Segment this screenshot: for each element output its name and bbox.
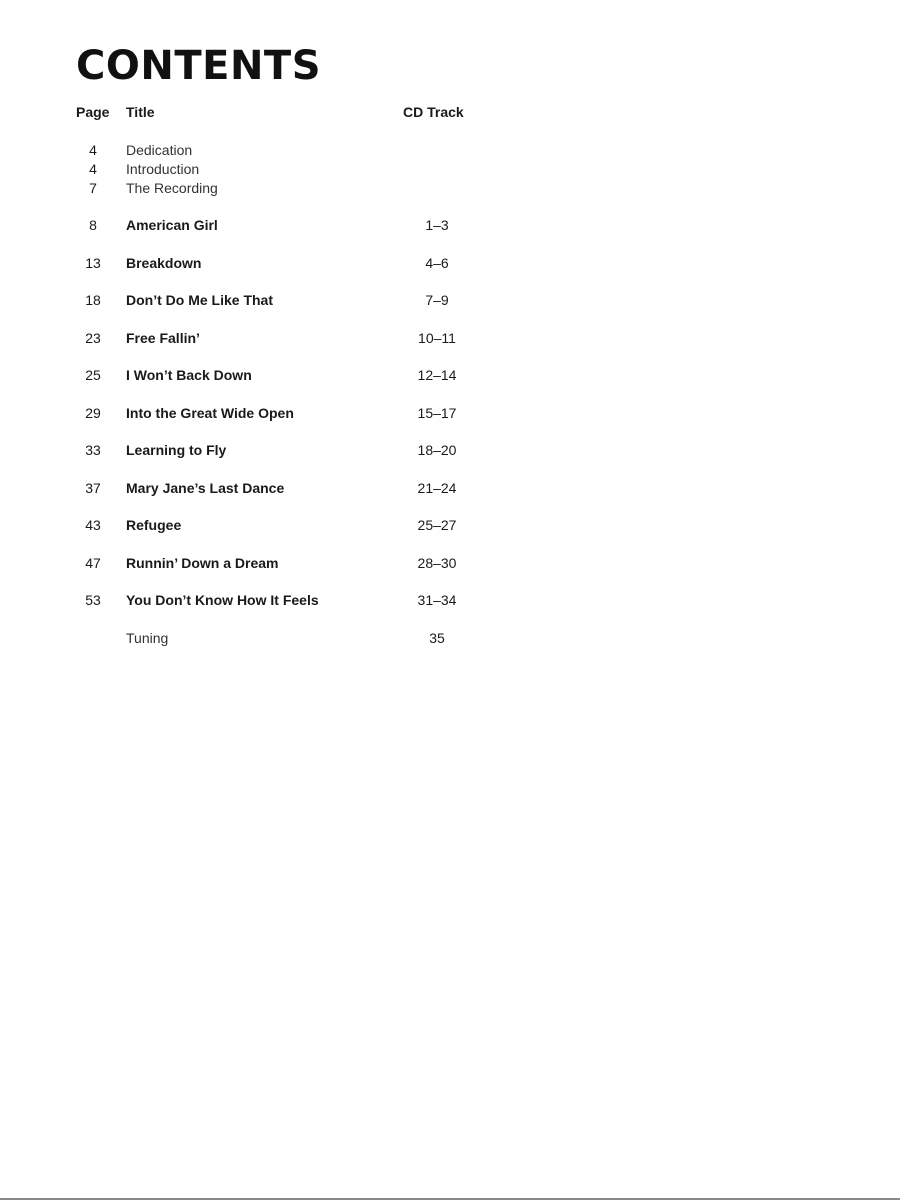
entry-page-number: 33	[85, 442, 101, 458]
contents-row	[0, 365, 520, 385]
entry-cd-track: 10–11	[418, 330, 456, 346]
entry-title: Introduction	[126, 161, 200, 177]
entry-page-number: 47	[85, 555, 101, 571]
contents-row	[0, 290, 520, 310]
column-header-page: Page	[76, 104, 110, 120]
contents-row	[0, 140, 520, 160]
entry-cd-track: 1–3	[425, 217, 449, 233]
page-title: CONTENTS	[76, 43, 322, 89]
contents-row	[0, 253, 520, 273]
entry-cd-track: 31–34	[417, 592, 457, 608]
contents-row	[0, 328, 520, 348]
entry-title: Dedication	[126, 142, 193, 158]
entry-page-number: 25	[85, 367, 101, 383]
entry-page-number: 53	[85, 592, 101, 608]
entry-title: Breakdown	[126, 255, 202, 271]
contents-row	[0, 215, 520, 235]
entry-title: I Won’t Back Down	[126, 367, 252, 383]
entry-title: The Recording	[126, 180, 218, 196]
contents-row	[0, 178, 520, 198]
entry-page-number: 13	[85, 255, 101, 271]
entry-title: Don’t Do Me Like That	[126, 292, 273, 308]
entry-cd-track: 35	[429, 630, 445, 646]
entry-title: Into the Great Wide Open	[126, 405, 294, 421]
contents-row	[0, 440, 520, 460]
contents-row	[0, 403, 520, 423]
contents-row	[0, 628, 520, 648]
contents-row	[0, 553, 520, 573]
entry-page-number: 8	[89, 217, 97, 233]
entry-page-number: 23	[85, 330, 101, 346]
contents-row	[0, 478, 520, 498]
contents-row	[0, 590, 520, 610]
entry-title: Learning to Fly	[126, 442, 227, 458]
entry-page-number: 29	[85, 405, 101, 421]
entry-cd-track: 12–14	[417, 367, 457, 383]
entry-page-number: 18	[85, 292, 101, 308]
entry-title: Runnin’ Down a Dream	[126, 555, 279, 571]
entry-page-number: 4	[89, 142, 97, 158]
entry-cd-track: 4–6	[425, 255, 449, 271]
entry-title: You Don’t Know How It Feels	[126, 592, 319, 608]
entry-title: Refugee	[126, 517, 182, 533]
entry-cd-track: 18–20	[417, 442, 457, 458]
entry-cd-track: 7–9	[425, 292, 449, 308]
column-header-cd-track: CD Track	[403, 104, 464, 120]
contents-row	[0, 159, 520, 179]
entry-page-number: 4	[89, 161, 97, 177]
column-header-title: Title	[126, 104, 155, 120]
entry-title: American Girl	[126, 217, 218, 233]
contents-row	[0, 515, 520, 535]
entry-title: Free Fallin’	[126, 330, 200, 346]
entry-page-number: 7	[89, 180, 97, 196]
entry-title: Mary Jane’s Last Dance	[126, 480, 285, 496]
entry-cd-track: 21–24	[417, 480, 457, 496]
entry-cd-track: 28–30	[417, 555, 457, 571]
entry-title: Tuning	[126, 630, 169, 646]
entry-cd-track: 25–27	[417, 517, 457, 533]
entry-page-number: 37	[85, 480, 101, 496]
entry-page-number: 43	[85, 517, 101, 533]
entry-cd-track: 15–17	[417, 405, 457, 421]
